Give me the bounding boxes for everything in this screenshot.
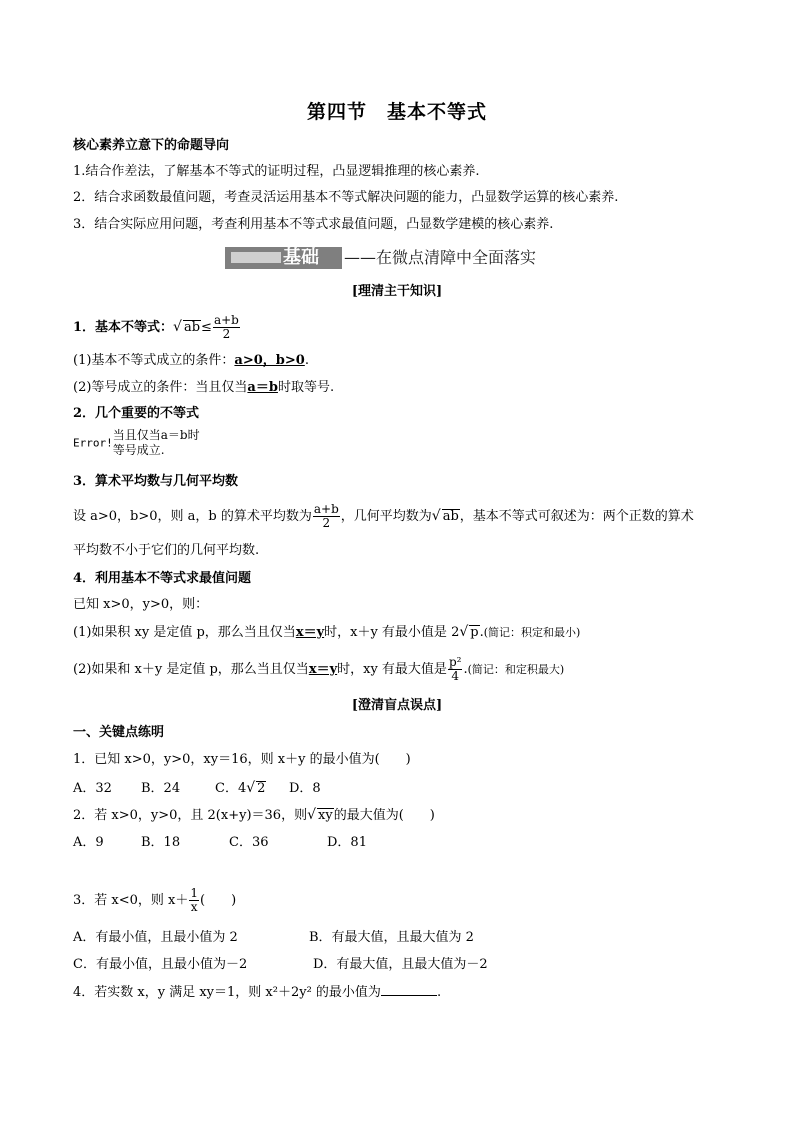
option-a: A．9 — [73, 835, 104, 850]
question-text-end: ( ) — [200, 893, 237, 908]
intro-item-1: 1.结合作差法，了解基本不等式的证明过程，凸显逻辑推理的核心素养. — [73, 164, 480, 179]
point-1 — [73, 314, 241, 341]
point-4-given: 已知 x>0，y>0，则： — [73, 597, 209, 612]
option-d: D．8 — [289, 781, 321, 796]
question-3-options-row-1 — [73, 928, 474, 948]
option-c: C．4 — [215, 781, 247, 796]
section-heading-main-knowledge: [理清主干知识] — [351, 284, 443, 299]
fraction — [313, 503, 340, 530]
condition-end: . — [304, 353, 309, 368]
sqrt-sign: √ — [431, 508, 441, 524]
sqrt-sign: √ — [459, 624, 469, 640]
item-end: . — [463, 662, 468, 677]
question-1-options — [73, 778, 321, 799]
mean-text-end: ，基本不等式可叙述为：两个正数的算术 — [459, 509, 694, 524]
error-note — [113, 428, 200, 458]
point-4-item-2 — [73, 656, 564, 683]
point-1-equality — [73, 378, 334, 398]
fraction-numerator: p² — [448, 655, 462, 669]
intro-item-2: 2．结合求函数最值问题，考查灵活运用基本不等式解决问题的能力，凸显数学运算的核心素养. — [73, 190, 619, 205]
sqrt-radicand: ab — [183, 320, 201, 335]
point-1-label: 1．基本不等式： — [73, 320, 174, 335]
sqrt-radicand: 2 — [257, 781, 266, 796]
fraction-denominator: x — [190, 900, 198, 914]
fraction-numerator: a+b — [213, 313, 239, 327]
point-1-condition — [73, 351, 309, 371]
question-4 — [73, 983, 441, 1003]
option-d: D．81 — [327, 835, 367, 850]
question-3-options-row-2 — [73, 955, 488, 975]
point-3-text — [73, 503, 694, 530]
memo-note: (简记：和定积最大) — [467, 663, 565, 676]
sqrt-radicand: p — [470, 625, 479, 640]
section-heading-pitfalls: [澄清盲点误点] — [351, 698, 443, 713]
option-d: D．有最大值，且最大值为－2 — [313, 957, 488, 972]
option-b: B．有最大值，且最大值为 2 — [309, 930, 474, 945]
memo-note: (简记：积定和最小) — [483, 626, 581, 639]
fraction-numerator: 1 — [190, 886, 199, 900]
condition-answer: a>0，b>0 — [234, 353, 305, 368]
question-text-end: . — [436, 985, 442, 1000]
fraction-denominator: 2 — [322, 516, 331, 530]
question-text: 2．若 x>0，y>0，且 2(x+y)＝36，则 — [73, 808, 308, 823]
fraction — [213, 314, 240, 341]
item-text: (1)如果积 xy 是定值 p，那么当且仅当 — [73, 625, 296, 640]
page-title: 第四节 基本不等式 — [306, 101, 487, 123]
sqrt-sign: √ — [173, 319, 182, 335]
option-a: A．32 — [73, 781, 112, 796]
equality-end: 时取等号. — [277, 380, 335, 395]
option-a: A．有最小值，且最小值为 2 — [73, 930, 238, 945]
item-text-mid: 时，x＋y 有最小值是 2 — [324, 625, 460, 640]
error-marker: Error! — [73, 436, 113, 450]
equality-answer: a＝b — [247, 380, 278, 395]
mean-text-mid: ，几何平均数为 — [340, 509, 432, 524]
banner-key: 基础 — [283, 247, 319, 268]
option-c: C．有最小值，且最小值为－2 — [73, 957, 248, 972]
item-answer: x＝y — [295, 625, 325, 640]
error-note-line-2: 等号成立. — [112, 443, 165, 457]
question-text: 3．若 x<0，则 x＋ — [73, 893, 189, 908]
point-2-error — [73, 428, 200, 458]
item-text: (2)如果和 x＋y 是定值 p，那么当且仅当 — [73, 662, 309, 677]
question-2-options — [73, 833, 367, 853]
subsection-heading: 一、关键点练明 — [73, 725, 165, 740]
banner-highlight — [231, 252, 281, 263]
option-b: B．24 — [141, 781, 181, 796]
point-3-heading: 3．算术平均数与几何平均数 — [73, 474, 239, 489]
leq-sign: ≤ — [201, 320, 212, 335]
option-c: C．36 — [229, 835, 269, 850]
fraction-numerator: a+b — [313, 502, 339, 516]
sqrt-sign: √ — [307, 807, 316, 823]
item-end: . — [479, 625, 484, 640]
fraction — [189, 887, 199, 914]
item-text-mid: 时，xy 有最大值是 — [337, 662, 447, 677]
point-4-item-1 — [73, 622, 580, 643]
answer-blank — [381, 983, 437, 996]
point-3-text-continued: 平均数不小于它们的几何平均数. — [73, 543, 260, 558]
item-answer: x＝y — [308, 662, 338, 677]
section-banner — [225, 247, 585, 269]
fraction-denominator: 2 — [222, 327, 231, 341]
banner-subtitle: ——在微点清障中全面落实 — [344, 248, 537, 267]
equality-text: (2)等号成立的条件：当且仅当 — [73, 380, 248, 395]
option-b: B．18 — [141, 835, 181, 850]
question-2 — [73, 805, 435, 826]
point-4-heading: 4．利用基本不等式求最值问题 — [73, 571, 252, 586]
error-note-line-1: 当且仅当a＝b时 — [112, 428, 200, 442]
question-3 — [73, 887, 236, 914]
intro-heading: 核心素养立意下的命题导向 — [73, 138, 230, 153]
point-2-heading: 2．几个重要的不等式 — [73, 406, 200, 421]
question-1: 1．已知 x>0，y>0，xy＝16，则 x＋y 的最小值为( ) — [73, 752, 411, 767]
question-text-end: 的最大值为( ) — [333, 808, 435, 823]
fraction — [448, 656, 463, 683]
sqrt-radicand: ab — [442, 509, 459, 524]
sqrt-radicand: xy — [318, 808, 333, 823]
intro-item-3: 3．结合实际应用问题，考查利用基本不等式求最值问题，凸显数学建模的核心素养. — [73, 217, 554, 232]
fraction-denominator: 4 — [451, 669, 459, 683]
sqrt-sign: √ — [246, 780, 256, 796]
question-text: 4．若实数 x，y 满足 xy＝1，则 x²＋2y² 的最小值为 — [73, 985, 381, 1000]
condition-text: (1)基本不等式成立的条件： — [73, 353, 235, 368]
mean-text: 设 a>0，b>0，则 a，b 的算术平均数为 — [73, 509, 312, 524]
